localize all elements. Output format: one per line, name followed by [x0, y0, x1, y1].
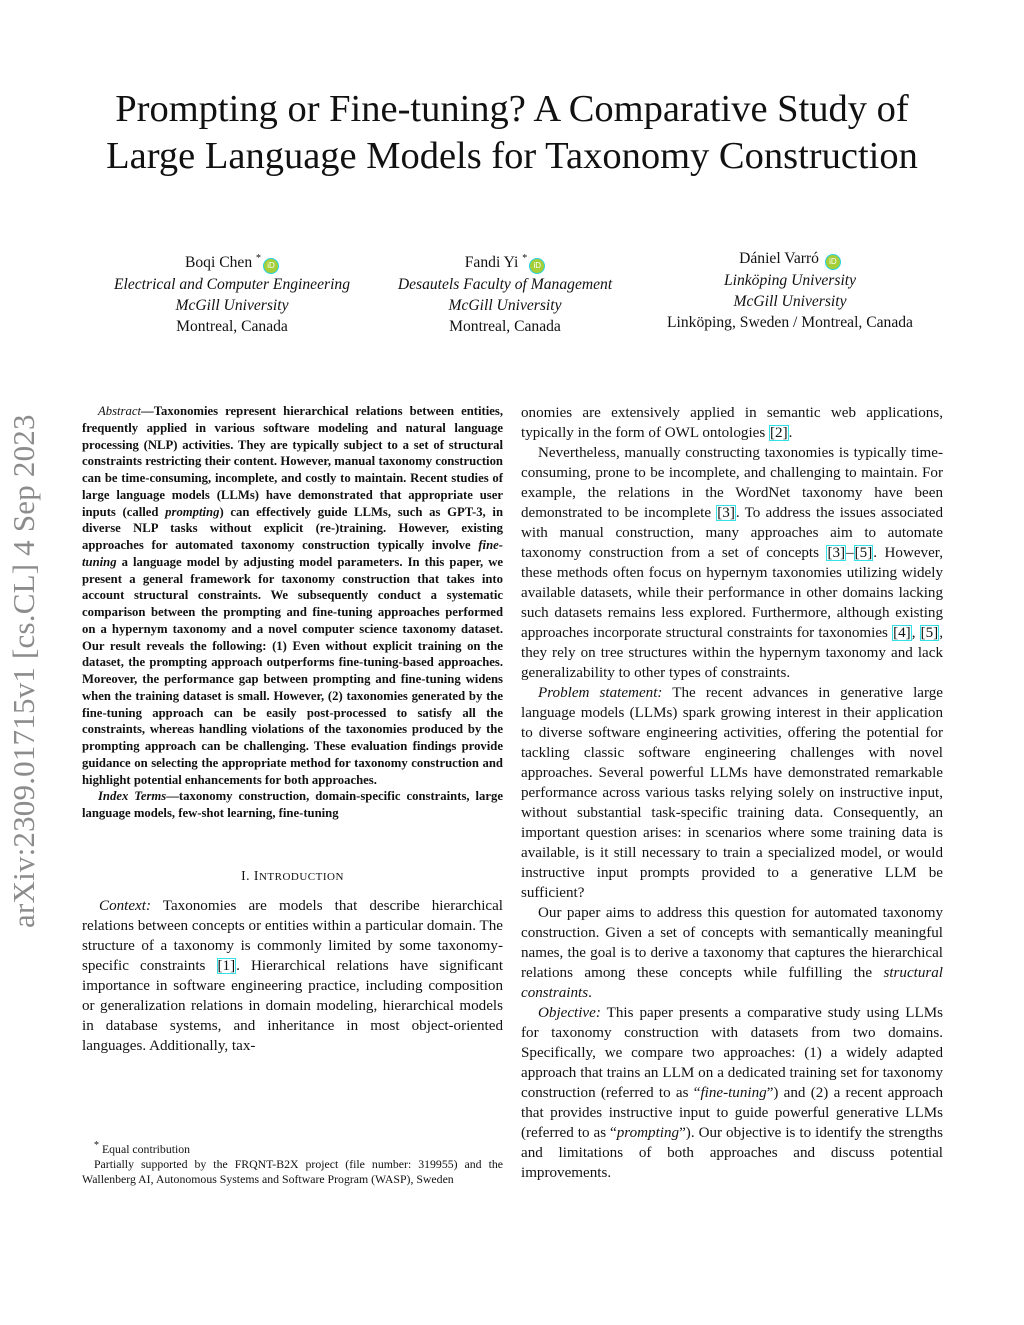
intro-paragraph-5: Objective: This paper presents a comparative study using LLMs for taxonomy construction with datasets from two domains. Specifically, we compare two approaches: (1) a widely adapted approach that trains an LLM on a dedicated training set for taxonomy construction (referred to as “fine-tuning”) and (2) a recent approach that provides instructive input to guide powerful generative LLMs (referred to as “prompting”). Our objective is to identify the strengths and limitations of both approaches and discuss potential improvements.	[521, 1005, 943, 1181]
citation-link[interactable]: [1]	[217, 957, 236, 974]
equal-contribution-mark: *	[522, 253, 528, 264]
paper-title	[40, 86, 984, 180]
author-block-1	[82, 248, 382, 337]
citation-link[interactable]: [4]	[893, 625, 911, 641]
author-location: Montreal, Canada	[449, 318, 561, 336]
title-line-2: Large Language Models for Taxonomy Construction	[106, 135, 918, 177]
citation-link[interactable]: [5]	[854, 545, 873, 561]
intro-paragraph-2: Nevertheless, manually constructing taxonomies is typically time-consuming, prone to be incomplete, and challenging to maintain. For example, the relations in the WordNet taxonomy have been demonstrated to be incomplete [3]. To address the issues associated with manual construction, many approaches aim to automate taxonomy construction from a set of concepts [3]–[5]. However, these methods often focus on hypernym taxonomies utilizing widely available datasets, while their performance in other domains lacking such datasets remains less explored. Furthermore, although existing approaches incorporate structural constraints for taxonomies [4], [5], they rely on tree structures within the hypernym taxonomy and lack generalizability to other types of constraints.	[521, 445, 944, 681]
author-location: Linköping, Sweden / Montreal, Canada	[667, 314, 913, 331]
section-heading: I. INTRODUCTION	[241, 867, 344, 883]
intro-paragraph-3: Problem statement: The recent advances in generative large language models (LLMs) spark growing interest in their application to diverse software engineering activities, offering the potential for tackling classic software engineering challenges with novel approaches. Several powerful LLMs have demonstrated remarkable performance across various tasks relying solely on instructive input, without substantial task-specific training data. Consequently, an important question arises: in scenarios where some training data is available, is it still necessary to train a specialized model, or would instructive input prompts provided to a generative LLM be sufficient?	[521, 685, 943, 901]
author-name: Boqi Chen	[184, 254, 253, 272]
author-name: Fandi Yi	[464, 254, 519, 272]
arxiv-stamp[interactable]: arXiv:2309.01715v1 [cs.CL] 4 Sep 2023	[6, 414, 41, 928]
citation-link[interactable]: [3]	[827, 545, 846, 561]
author-location: Montreal, Canada	[176, 318, 288, 336]
author-affiliation: Electrical and Computer Engineering	[113, 276, 351, 294]
citation-link[interactable]: [5]	[920, 625, 939, 641]
author-institution: McGill University	[448, 297, 562, 315]
orcid-icon[interactable]: iD	[825, 254, 841, 270]
author-block-2	[370, 248, 640, 337]
left-column	[82, 403, 503, 1056]
author-name: Dániel Varró	[739, 250, 819, 267]
author-institution: McGill University	[733, 293, 847, 310]
author-block-3	[640, 248, 940, 333]
equal-contribution-mark: *	[256, 253, 262, 264]
citation-link[interactable]: [3]	[717, 505, 735, 521]
index-terms-label: Index Terms	[98, 789, 167, 804]
footnotes: * Equal contribution Partially supported by the FRQNT-B2X project (file number: 319955) and the Wallenberg AI, Autonomous Systems and Software Program (WASP), Sweden	[82, 1140, 503, 1186]
title-line-1: Prompting or Fine-tuning? A Comparative Study of	[115, 88, 909, 130]
author-affiliation: Linköping University	[723, 272, 857, 289]
intro-paragraph-4: Our paper aims to address this question for automated taxonomy construction. Given a set of concepts with semantically meaningful names, the goal is to derive a taxonomy that captures the hierarchical relations among these concepts while fulfilling the structural constraints.	[521, 905, 943, 1001]
index-terms: —taxonomy construction, domain-specific constraints, large language models, few-shot learning, fine-tuning	[82, 789, 503, 820]
orcid-icon[interactable]: iD	[263, 258, 279, 274]
abstract-label: Abstract	[98, 404, 141, 418]
author-affiliation: Desautels Faculty of Management	[397, 276, 613, 294]
abstract: Abstract—Taxonomies represent hierarchical relations between entities, frequently applied in various software modeling and natural language processing (NLP) activities. They are typically subject to a set of structural constraints restricting their content. However, manual taxonomy construction can be time-consuming, incomplete, and costly to maintain. Recent studies of large language models (LLMs) have demonstrated that appropriate user inputs (called prompting) can effectively guide LLMs, such as GPT-3, in diverse NLP tasks without explicit (re-)training. However, existing approaches for automated taxonomy construction typically involve fine-tuning a language model by adjusting model parameters. In this paper, we present a general framework for taxonomy construction that takes into account structural constraints. We subsequently conduct a systematic comparison between the prompting and fine-tuning approaches performed on a hypernym taxonomy and a novel computer science taxonomy dataset. Our result reveals the following: (1) Even without explicit training on the dataset, the prompting approach outperforms fine-tuning-based approaches. Moreover, the performance gap between prompting and fine-tuning widens when the training dataset is small. However, (2) taxonomies generated by the fine-tuning approach can be easily post-processed to satisfy all the constraints, whereas handling violations of the taxonomies produced by the prompting approach can be challenging. These evaluation findings provide guidance on selecting the appropriate method for taxonomy construction and highlight potential enhancements for both approaches. Index Terms—taxonomy construction, domain-specific constraints, large language models, few-shot learning, fine-tuning	[82, 404, 503, 820]
orcid-icon[interactable]: iD	[529, 258, 545, 274]
intro-paragraph-1: Context: Taxonomies are models that describe hierarchical relations between concepts or entities within a particular domain. The structure of a taxonomy is commonly limited by some taxonomy-specific constraints [1]. Hierarchical relations have significant importance in software engineering practice, including composition or generalization relations in domain modeling, hierarchical models in database systems, and inheritance in most object-oriented languages. Additionally, tax-	[82, 897, 504, 1054]
right-column	[521, 403, 943, 1183]
author-institution: McGill University	[175, 297, 289, 315]
citation-link[interactable]: [2]	[770, 425, 788, 441]
intro-paragraph-1-cont: onomies are extensively applied in semantic web applications, typically in the form of OWL ontologies [2].	[521, 405, 943, 441]
